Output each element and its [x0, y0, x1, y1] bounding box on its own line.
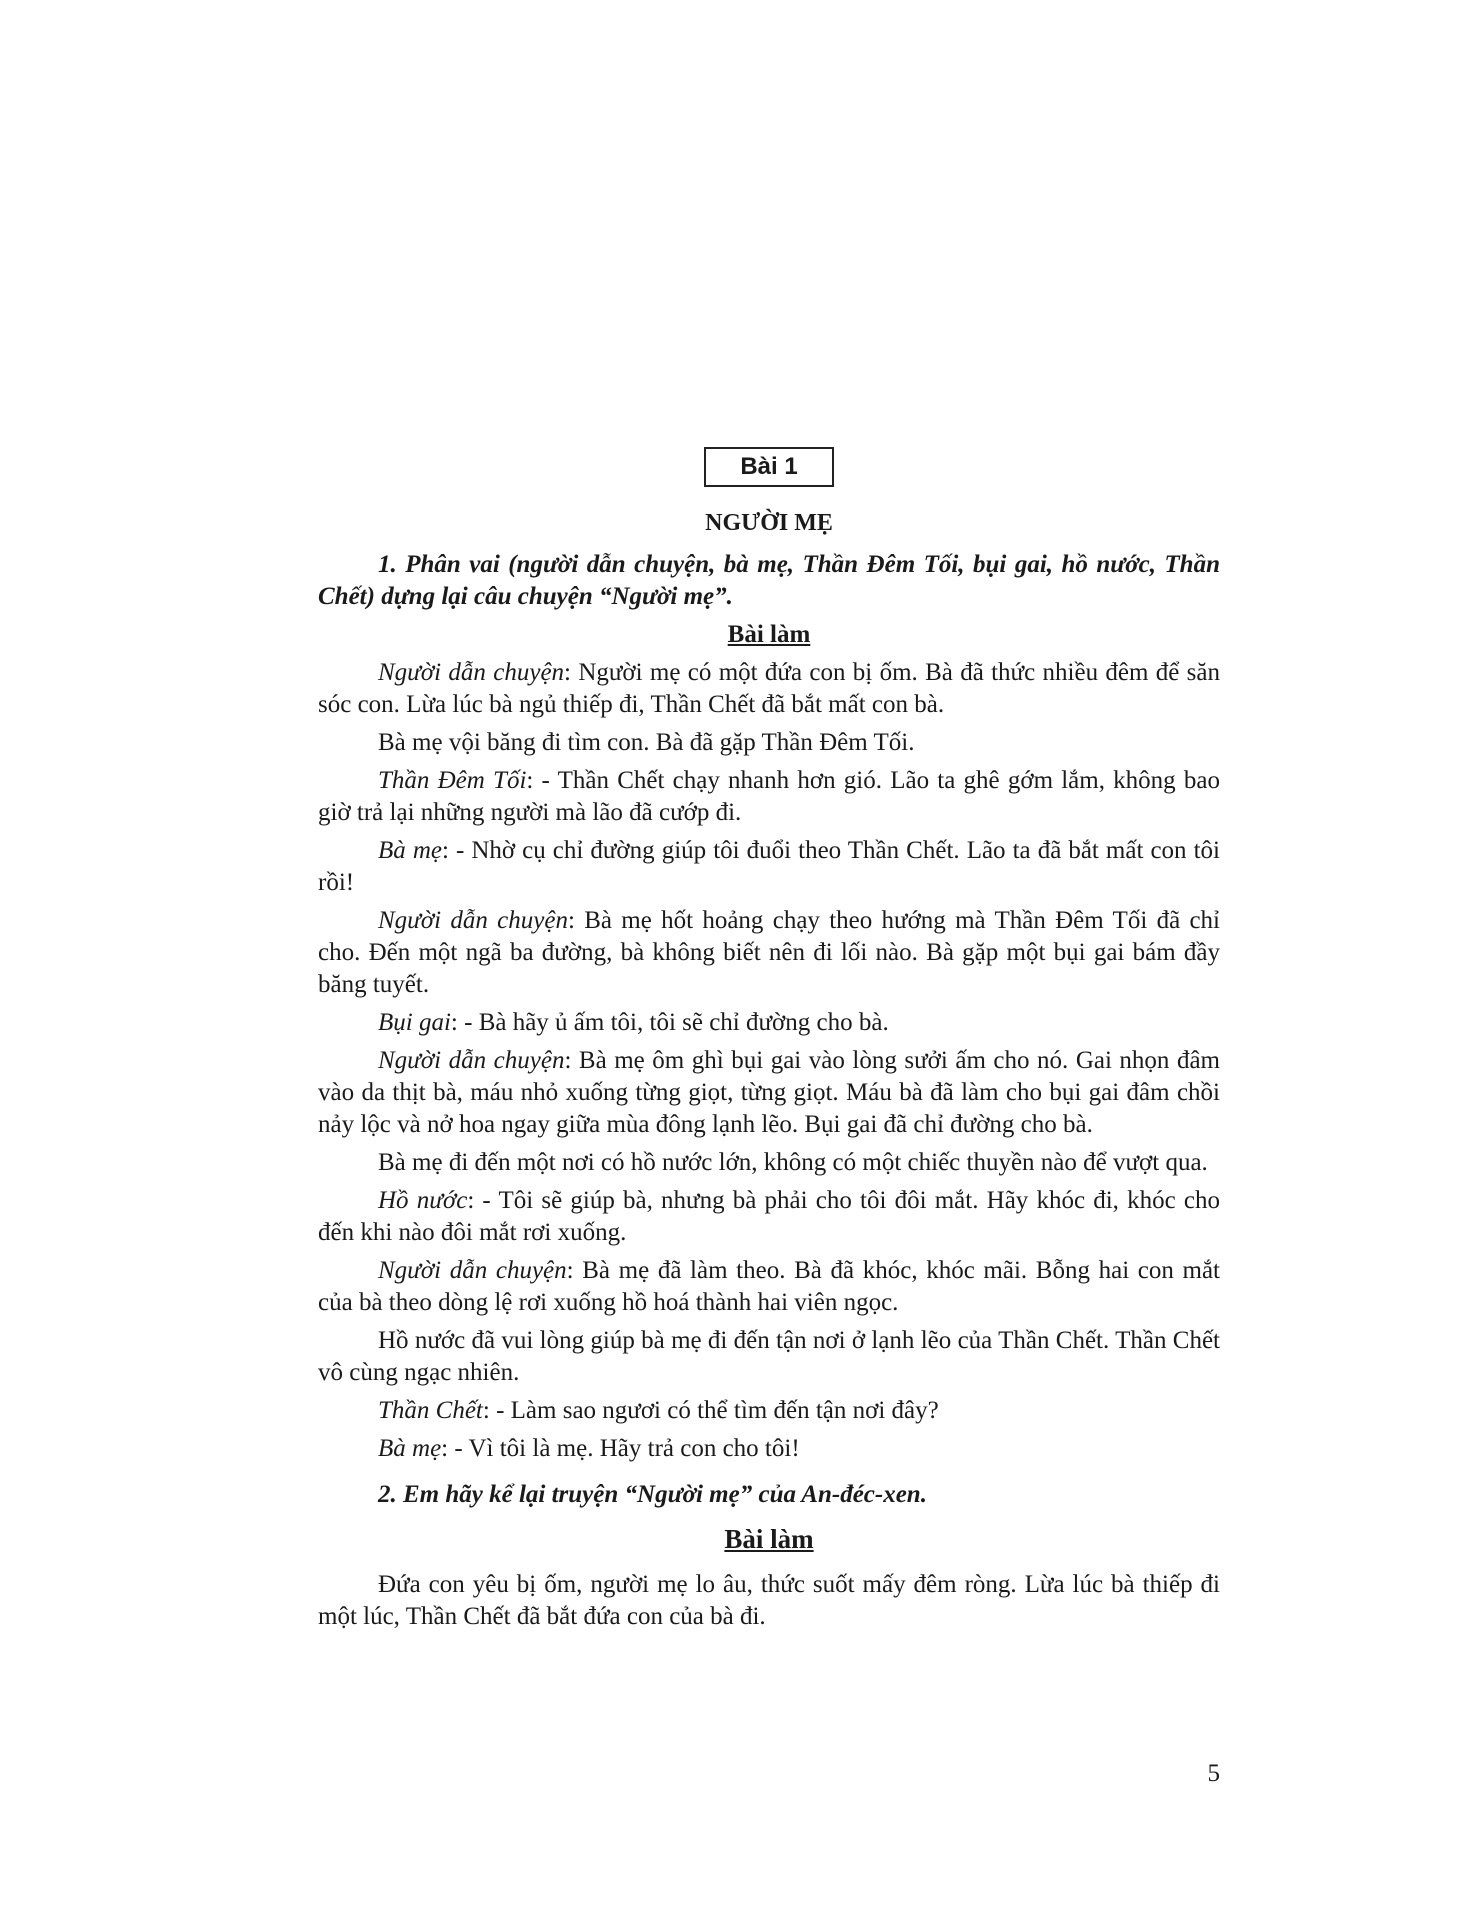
speaker-name: Người dẫn chuyện: [378, 907, 568, 934]
answer-heading-1: Bài làm: [727, 621, 811, 648]
dialogue-text: : - Nhờ cụ chỉ đường giúp tôi đuổi theo Thần Chết. Lão ta đã bắt mất con tôi rồi!: [318, 837, 1220, 896]
dialogue-paragraph: [318, 1007, 1220, 1039]
question-1: 1. Phân vai (người dẫn chuyện, bà mẹ, Thần Đêm Tối, bụi gai, hồ nước, Thần Chết) dựng lại câu chuyện “Người mẹ”.: [318, 551, 1220, 610]
page-number: 5: [1207, 1760, 1220, 1787]
dialogue-text: : Người mẹ có một đứa con bị ốm. Bà đã thức nhiều đêm để săn sóc con. Lừa lúc bà ngủ thiếp đi, Thần Chết đã bắt mất con bà.: [318, 659, 1221, 718]
dialogue-paragraph: [318, 1325, 1220, 1389]
dialogue-section: [318, 657, 1220, 1465]
page-content: [318, 447, 1220, 1639]
speaker-name: Bụi gai: [378, 1009, 451, 1036]
dialogue-text: Bà mẹ vội băng đi tìm con. Bà đã gặp Thần Đêm Tối.: [378, 729, 915, 756]
speaker-name: Thần Chết: [378, 1397, 483, 1424]
dialogue-paragraph: [318, 1395, 1220, 1427]
lesson-label-box: Bài 1: [704, 447, 834, 487]
answer-heading-2: Bài làm: [724, 1524, 814, 1554]
dialogue-paragraph: [318, 1147, 1220, 1179]
question-2: 2. Em hãy kể lại truyện “Người mẹ” của An-đéc-xen.: [378, 1481, 927, 1508]
dialogue-text: : - Làm sao ngươi có thể tìm đến tận nơi đây?: [482, 1397, 939, 1424]
speaker-name: Hồ nước: [378, 1187, 468, 1214]
speaker-name: Người dẫn chuyện: [378, 659, 565, 686]
dialogue-paragraph: [318, 1433, 1220, 1465]
dialogue-text: Bà mẹ đi đến một nơi có hồ nước lớn, không có một chiếc thuyền nào để vượt qua.: [378, 1149, 1208, 1176]
dialogue-text: Hồ nước đã vui lòng giúp bà mẹ đi đến tận nơi ở lạnh lẽo của Thần Chết. Thần Chết vô cùng ngạc nhiên.: [318, 1327, 1220, 1386]
dialogue-paragraph: [318, 835, 1220, 899]
dialogue-paragraph: [318, 1185, 1220, 1249]
speaker-name: Thần Đêm Tối: [378, 767, 527, 794]
dialogue-text: : - Bà hãy ủ ấm tôi, tôi sẽ chỉ đường cho bà.: [450, 1009, 889, 1036]
dialogue-text: : - Vì tôi là mẹ. Hãy trả con cho tôi!: [441, 1435, 800, 1462]
dialogue-text: : Bà mẹ đã làm theo. Bà đã khóc, khóc mãi. Bỗng hai con mắt của bà theo dòng lệ rơi xuống hồ hoá thành hai viên ngọc.: [318, 1257, 1220, 1316]
dialogue-paragraph: [318, 657, 1220, 721]
dialogue-paragraph: [318, 1045, 1220, 1141]
dialogue-text: : - Thần Chết chạy nhanh hơn gió. Lão ta ghê gớm lắm, không bao giờ trả lại những người mà lão đã cướp đi.: [318, 767, 1220, 826]
dialogue-text: : Bà mẹ hốt hoảng chạy theo hướng mà Thần Đêm Tối đã chỉ cho. Đến một ngã ba đường, bà không biết nên đi lối nào. Bà gặp một bụi gai bám đầy băng tuyết.: [318, 907, 1220, 998]
speaker-name: Bà mẹ: [378, 1435, 442, 1462]
dialogue-text: : Bà mẹ ôm ghì bụi gai vào lòng sưởi ấm cho nó. Gai nhọn đâm vào da thịt bà, máu nhỏ xuống từng giọt, từng giọt. Máu bà đã làm cho bụi gai đâm chồi nảy lộc và nở hoa ngay giữa mùa đông lạnh lẽo. Bụi gai đã chỉ đường cho bà.: [318, 1047, 1221, 1138]
dialogue-paragraph: [318, 765, 1220, 829]
lesson-header: [318, 447, 1220, 499]
dialogue-paragraph: [318, 1255, 1220, 1319]
dialogue-paragraph: [318, 727, 1220, 759]
story-title: NGƯỜI MẸ: [705, 510, 833, 536]
speaker-name: Bà mẹ: [378, 837, 442, 864]
answer-2-paragraph: Đứa con yêu bị ốm, người mẹ lo âu, thức suốt mấy đêm ròng. Lừa lúc bà thiếp đi một lúc, Thần Chết đã bắt đứa con của bà đi.: [318, 1571, 1220, 1630]
dialogue-paragraph: [318, 905, 1220, 1001]
speaker-name: Người dẫn chuyện: [378, 1047, 565, 1074]
speaker-name: Người dẫn chuyện: [378, 1257, 567, 1284]
dialogue-text: : - Tôi sẽ giúp bà, nhưng bà phải cho tôi đôi mắt. Hãy khóc đi, khóc cho đến khi nào đôi mắt rơi xuống.: [318, 1187, 1220, 1246]
